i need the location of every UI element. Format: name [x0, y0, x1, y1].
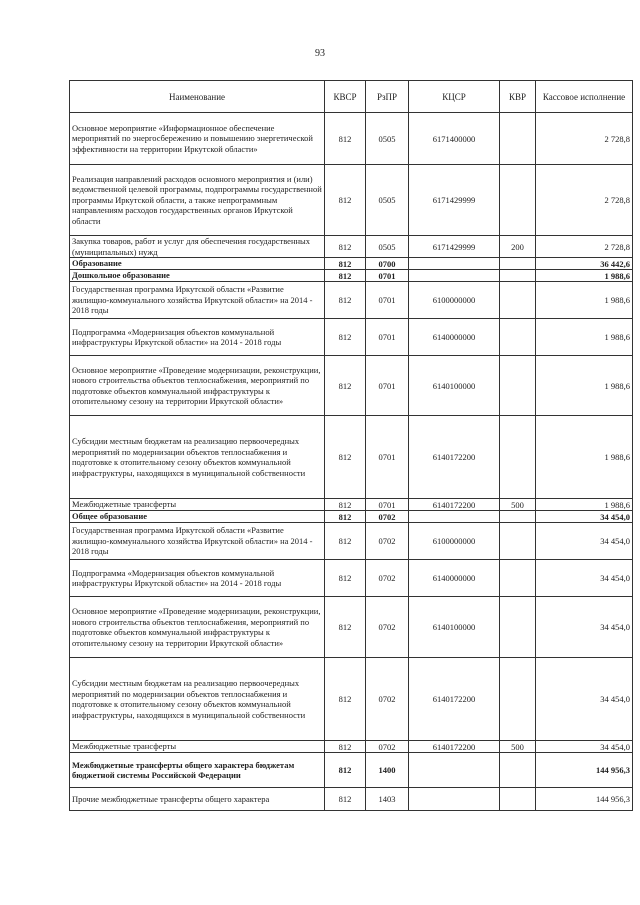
cell-rzpr: 0701 [366, 270, 409, 282]
cell-kvr [500, 511, 536, 523]
cell-amount: 1 988,6 [536, 319, 633, 356]
cell-rzpr: 0505 [366, 165, 409, 236]
cell-amount: 144 956,3 [536, 753, 633, 788]
cell-kcsr: 6140000000 [409, 560, 500, 597]
table-row [70, 753, 633, 788]
cell-kvsr: 812 [325, 753, 366, 788]
cell-name: Межбюджетные трансферты общего характера бюджетам бюджетной системы Российской Федерации [70, 753, 325, 788]
table-row [70, 523, 633, 560]
cell-name: Прочие межбюджетные трансферты общего характера [70, 788, 325, 811]
cell-amount: 1 988,6 [536, 416, 633, 499]
cell-kcsr: 6140172200 [409, 741, 500, 753]
cell-kvsr: 812 [325, 597, 366, 658]
cell-amount: 2 728,8 [536, 165, 633, 236]
cell-name: Субсидии местным бюджетам на реализацию первоочередных мероприятий по модернизации объектов теплоснабжения и подготовке к отопительному сезону объектов коммунальной инфраструктуры, находящихся в муниципальной собственности [70, 658, 325, 741]
table-row [70, 499, 633, 511]
cell-kcsr: 6140000000 [409, 319, 500, 356]
header-kcsr: КЦСР [409, 81, 500, 113]
cell-name: Реализация направлений расходов основного мероприятия и (или) ведомственной целевой программы, подпрограммы государственной программы Иркутской области, а также непрограммным направлениям расходов государственных органов Иркутской области [70, 165, 325, 236]
cell-name: Основное мероприятие «Проведение модернизации, реконструкции, нового строительства объектов теплоснабжения, мероприятий по подготовке объектов коммунальной инфраструктуры к отопительному сезону на территории Иркутской области» [70, 356, 325, 416]
table-body [70, 113, 633, 811]
page-number: 93 [315, 48, 325, 59]
table-row [70, 356, 633, 416]
cell-kvr [500, 113, 536, 165]
cell-rzpr: 0701 [366, 282, 409, 319]
cell-kvsr: 812 [325, 258, 366, 270]
cell-rzpr: 0701 [366, 356, 409, 416]
cell-kvr [500, 258, 536, 270]
cell-kcsr: 6140100000 [409, 356, 500, 416]
header-name: Наименование [70, 81, 325, 113]
cell-name: Общее образование [70, 511, 325, 523]
table-row [70, 165, 633, 236]
cell-kvr [500, 753, 536, 788]
cell-kcsr [409, 270, 500, 282]
cell-kcsr [409, 258, 500, 270]
cell-kvsr: 812 [325, 282, 366, 319]
cell-amount: 1 988,6 [536, 499, 633, 511]
cell-kvsr: 812 [325, 356, 366, 416]
cell-kcsr: 6140172200 [409, 658, 500, 741]
cell-kvsr: 812 [325, 416, 366, 499]
cell-rzpr: 0505 [366, 113, 409, 165]
cell-rzpr: 0702 [366, 597, 409, 658]
cell-kcsr: 6100000000 [409, 523, 500, 560]
cell-kvr: 500 [500, 499, 536, 511]
cell-name: Государственная программа Иркутской области «Развитие жилищно-коммунального хозяйства Иркутской области» на 2014 - 2018 годы [70, 523, 325, 560]
cell-name: Образование [70, 258, 325, 270]
cell-amount: 2 728,8 [536, 113, 633, 165]
cell-name: Подпрограмма «Модернизация объектов коммунальной инфраструктуры Иркутской области» на 2014 - 2018 годы [70, 560, 325, 597]
cell-kvr [500, 416, 536, 499]
table-row [70, 270, 633, 282]
cell-amount: 34 454,0 [536, 523, 633, 560]
cell-name: Субсидии местным бюджетам на реализацию первоочередных мероприятий по модернизации объектов теплоснабжения и подготовке к отопительному сезону объектов коммунальной инфраструктуры, находящихся в муниципальной собственности [70, 416, 325, 499]
cell-name: Дошкольное образование [70, 270, 325, 282]
cell-kvsr: 812 [325, 113, 366, 165]
cell-amount: 34 454,0 [536, 741, 633, 753]
cell-kvsr: 812 [325, 499, 366, 511]
cell-kvsr: 812 [325, 788, 366, 811]
cell-name: Межбюджетные трансферты [70, 741, 325, 753]
cell-kvr [500, 658, 536, 741]
cell-rzpr: 1400 [366, 753, 409, 788]
table-row [70, 597, 633, 658]
cell-name: Подпрограмма «Модернизация объектов коммунальной инфраструктуры Иркутской области» на 2014 - 2018 годы [70, 319, 325, 356]
cell-kvsr: 812 [325, 319, 366, 356]
cell-kvr [500, 523, 536, 560]
cell-rzpr: 0700 [366, 258, 409, 270]
cell-rzpr: 0701 [366, 416, 409, 499]
cell-rzpr: 0505 [366, 236, 409, 258]
cell-kcsr [409, 753, 500, 788]
cell-name: Межбюджетные трансферты [70, 499, 325, 511]
cell-kvr [500, 165, 536, 236]
cell-rzpr: 0702 [366, 560, 409, 597]
cell-kvsr: 812 [325, 560, 366, 597]
cell-kcsr [409, 511, 500, 523]
cell-kvsr: 812 [325, 270, 366, 282]
cell-kvsr: 812 [325, 523, 366, 560]
table-row [70, 113, 633, 165]
cell-kvr [500, 788, 536, 811]
cell-kvsr: 812 [325, 511, 366, 523]
cell-amount: 1 988,6 [536, 270, 633, 282]
cell-kvr [500, 356, 536, 416]
table-row [70, 788, 633, 811]
cell-amount: 34 454,0 [536, 658, 633, 741]
cell-name: Основное мероприятие «Проведение модернизации, реконструкции, нового строительства объектов теплоснабжения, мероприятий по подготовке объектов коммунальной инфраструктуры к отопительному сезону на территории Иркутской области» [70, 597, 325, 658]
cell-kvr [500, 597, 536, 658]
cell-kcsr: 6171429999 [409, 236, 500, 258]
cell-rzpr: 1403 [366, 788, 409, 811]
header-kvsr: КВСР [325, 81, 366, 113]
cell-kcsr: 6140172200 [409, 416, 500, 499]
cell-kcsr [409, 788, 500, 811]
table-row [70, 236, 633, 258]
cell-kvsr: 812 [325, 741, 366, 753]
cell-kcsr: 6171429999 [409, 165, 500, 236]
table-row [70, 511, 633, 523]
table-row [70, 416, 633, 499]
cell-kcsr: 6100000000 [409, 282, 500, 319]
header-execution: Кассовое исполнение [536, 81, 633, 113]
cell-kvsr: 812 [325, 658, 366, 741]
cell-kvr [500, 319, 536, 356]
cell-kvr [500, 282, 536, 319]
cell-amount: 34 454,0 [536, 560, 633, 597]
table-row [70, 560, 633, 597]
cell-kcsr: 6171400000 [409, 113, 500, 165]
cell-kvsr: 812 [325, 236, 366, 258]
cell-rzpr: 0701 [366, 319, 409, 356]
table-row [70, 741, 633, 753]
cell-rzpr: 0701 [366, 499, 409, 511]
cell-amount: 34 454,0 [536, 511, 633, 523]
cell-rzpr: 0702 [366, 511, 409, 523]
table-row [70, 658, 633, 741]
cell-amount: 36 442,6 [536, 258, 633, 270]
cell-rzpr: 0702 [366, 658, 409, 741]
cell-kvr [500, 270, 536, 282]
cell-rzpr: 0702 [366, 741, 409, 753]
table-header-row [70, 81, 633, 113]
cell-kvr: 500 [500, 741, 536, 753]
cell-amount: 1 988,6 [536, 282, 633, 319]
cell-name: Основное мероприятие «Информационное обеспечение мероприятий по энергосбережению и повышению энергетической эффективности на территории Иркутской области» [70, 113, 325, 165]
cell-amount: 2 728,8 [536, 236, 633, 258]
header-rzpr: РзПР [366, 81, 409, 113]
cell-kcsr: 6140172200 [409, 499, 500, 511]
cell-kcsr: 6140100000 [409, 597, 500, 658]
cell-kvr [500, 560, 536, 597]
cell-rzpr: 0702 [366, 523, 409, 560]
header-kvr: КВР [500, 81, 536, 113]
table-row [70, 282, 633, 319]
table-row [70, 258, 633, 270]
cell-name: Закупка товаров, работ и услуг для обеспечения государственных (муниципальных) нужд [70, 236, 325, 258]
cell-kvr: 200 [500, 236, 536, 258]
cell-amount: 1 988,6 [536, 356, 633, 416]
cell-name: Государственная программа Иркутской области «Развитие жилищно-коммунального хозяйства Иркутской области» на 2014 - 2018 годы [70, 282, 325, 319]
budget-execution-table [69, 80, 633, 811]
cell-amount: 34 454,0 [536, 597, 633, 658]
cell-amount: 144 956,3 [536, 788, 633, 811]
table-row [70, 319, 633, 356]
cell-kvsr: 812 [325, 165, 366, 236]
